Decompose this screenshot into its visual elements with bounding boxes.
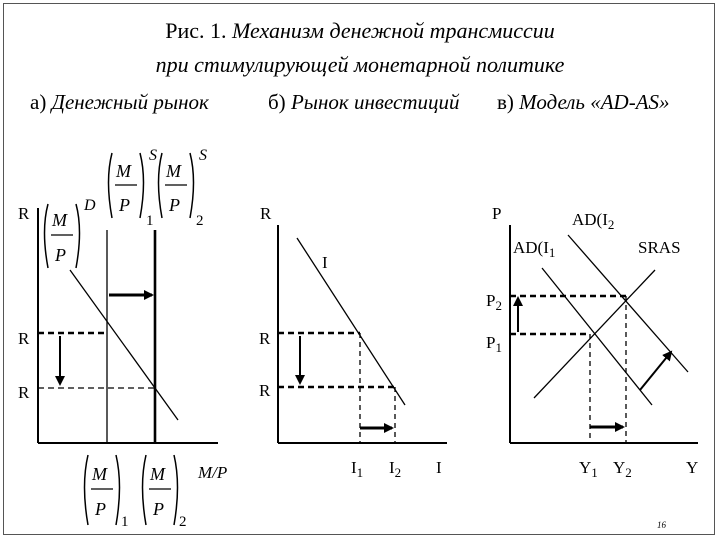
panel-c-x-axis-label: Y [686,458,699,477]
panel-b-name: Рынок инвестиций [290,90,460,114]
panel-b-i1-label: $I_1$ [351,458,364,480]
panel-a-x-axis-label: M/P [198,463,228,482]
panel-b-r1-label: R [259,329,271,348]
xmp2-m: M [150,464,165,484]
ad2-label: $AD(I_2$ [572,210,615,232]
panel-a-letter: а) [30,90,47,114]
ms1-sup-s: S [149,147,157,164]
panel-a-y-axis-label: R [18,204,30,223]
panel-c-p2-label: $P_2$ [486,291,502,313]
ms2-m: M [166,161,181,181]
xmp1-sub-1: 1 [121,514,129,530]
panel-c-y2-label: $Y_2$ [613,458,632,480]
ms1-sub-1: 1 [146,213,154,229]
ms2-p: P [169,195,180,215]
panel-b-letter: б) [268,90,286,114]
xmp1-p: P [95,499,106,519]
panel-b-y-axis-label: R [260,204,272,223]
xmp2-p: P [153,499,164,519]
panel-b-i2-label: $I_2$ [389,458,402,480]
x-label-mp1 [85,455,129,530]
figure-number: Рис. 1. [165,18,227,43]
investment-curve-label: I [322,253,328,272]
figure-subtitle: при стимулирующей монетарной политике [155,52,565,77]
panel-b-x-axis-label: I [436,458,442,477]
panel-c-y1-label: $Y_1$ [579,458,598,480]
panel-c-name: Модель «AD-AS» [519,90,670,114]
panel-a-name: Денежный рынок [51,90,209,114]
panel-a-money-market [18,147,227,530]
md-sup-d: D [84,197,96,214]
panel-b-r2-label: R [259,381,271,400]
ms2-sub-2: 2 [196,213,204,229]
panel-c-y-axis-label: P [492,204,502,223]
page-number: 16 [657,520,666,530]
money-demand-curve [70,270,178,420]
panel-c-letter: в) [497,90,514,114]
money-supply-1-label [109,147,158,229]
panel-a-r2-label: R [18,383,30,402]
panel-b-investment-market [259,204,447,480]
money-supply-2-label [159,147,208,229]
md-p: P [55,245,66,265]
ad1-curve [542,268,652,405]
xmp2-sub-2: 2 [179,514,187,530]
ad1-label: $AD(I_1$ [513,238,556,260]
figure-title-text: Механизм денежной трансмиссии [232,18,555,43]
sras-label: SRAS [638,238,681,257]
money-demand-label [45,197,97,268]
ad-shift-arrow [640,352,671,390]
panel-a-r1-label: R [18,329,30,348]
ms1-m: M [116,161,131,181]
x-label-mp2 [143,455,187,530]
ms2-sup-s: S [199,147,207,164]
panel-c-p1-label: $P_1$ [486,333,502,355]
ms1-p: P [119,195,130,215]
panel-c-ad-as-model [486,204,698,480]
md-m: M [52,210,67,230]
investment-curve [297,238,405,405]
xmp1-m: M [92,464,107,484]
